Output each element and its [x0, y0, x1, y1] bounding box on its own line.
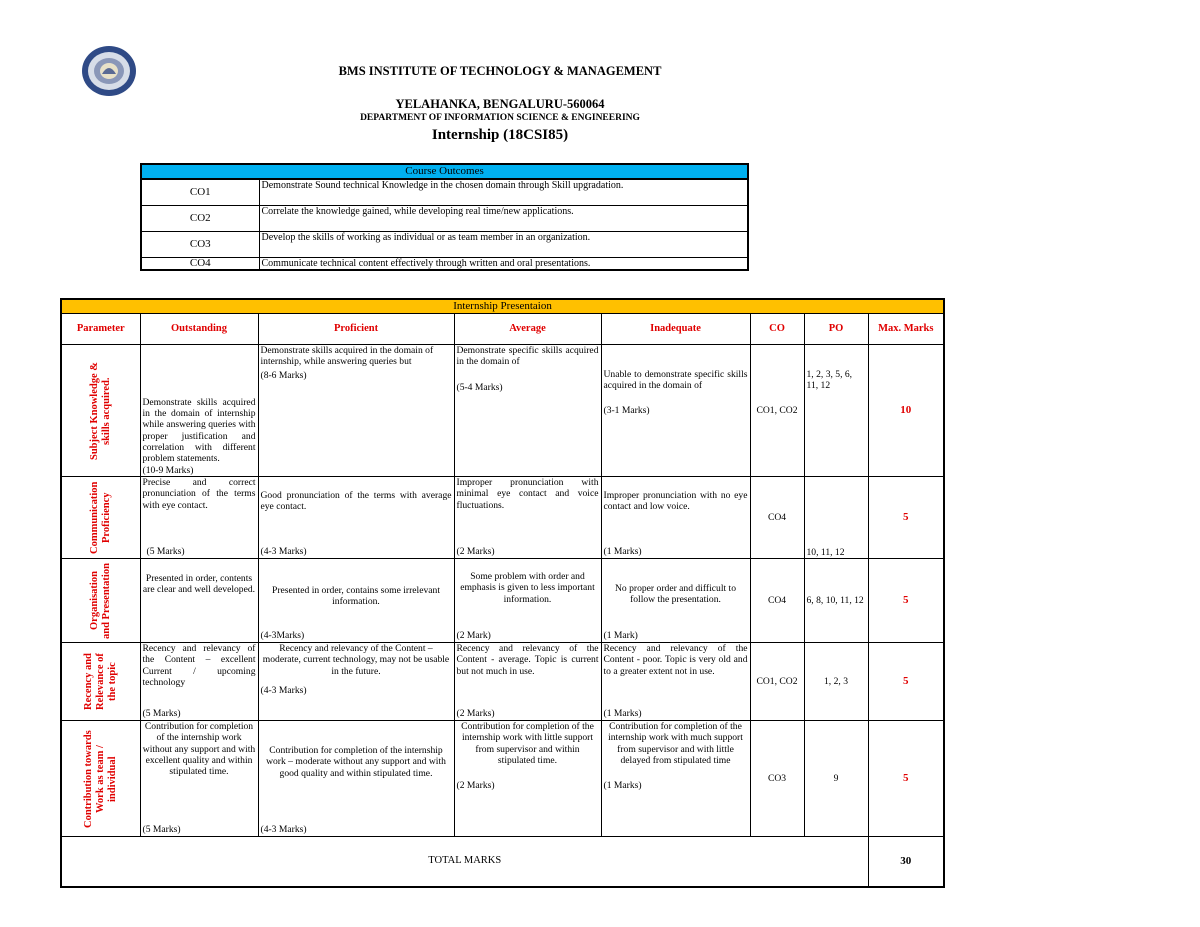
criterion-text: Recency and relevancy of the Content – moderate, current technology, may not be usable in the future.	[262, 643, 450, 677]
criterion-marks: (8-6 Marks)	[260, 369, 307, 381]
inadequate-cell	[601, 559, 750, 643]
outstanding-cell	[140, 477, 258, 559]
institute-address: YELAHANKA, BENGALURU-560064	[395, 97, 605, 111]
criterion-marks: (10-9 Marks)	[142, 464, 194, 476]
course-outcomes-title: Course Outcomes	[141, 164, 748, 179]
max-marks-cell: 5	[868, 721, 944, 837]
table-row	[61, 345, 944, 477]
inadequate-cell	[601, 477, 750, 559]
proficient-cell	[258, 721, 454, 837]
parameter-label: Communication Proficiency	[88, 481, 112, 554]
criterion-text: Contribution for completion of the internship work with much support from supervisor and with little delayed from stipulated time	[608, 721, 743, 766]
criterion-text: Unable to demonstrate specific skills acquired in the domain of	[603, 369, 748, 392]
header-co: CO	[750, 314, 804, 345]
criterion-text: Demonstrate specific skills acquired in the domain of	[456, 345, 599, 368]
table-row	[61, 643, 944, 721]
total-marks-label: TOTAL MARKS	[61, 837, 868, 887]
criterion-marks: (2 Marks)	[456, 780, 495, 792]
outstanding-cell	[140, 559, 258, 643]
co-text: Develop the skills of working as individual or as team member in an organization.	[259, 231, 748, 257]
criterion-text: Some problem with order and emphasis is given to less important information.	[460, 571, 595, 605]
criterion-text: Presented in order, contents are clear and well developed.	[142, 573, 256, 596]
table-row	[141, 231, 748, 257]
max-marks-cell: 5	[868, 559, 944, 643]
criterion-text: Presented in order, contains some irrelevant information.	[272, 585, 440, 608]
criterion-marks: (5-4 Marks)	[456, 381, 503, 393]
criterion-marks: (1 Marks)	[603, 707, 642, 719]
criterion-text: Demonstrate skills acquired in the domain of internship while answering queries with proper justification and correlation with different problem statements.	[142, 396, 256, 465]
header-max-marks: Max. Marks	[868, 314, 944, 345]
criterion-marks: (2 Marks)	[456, 707, 495, 719]
max-marks-cell: 5	[868, 643, 944, 721]
co-cell: CO1, CO2	[750, 643, 804, 721]
criterion-text: Improper pronunciation with minimal eye contact and voice fluctuations.	[456, 477, 599, 511]
po-cell: 10, 11, 12	[804, 477, 868, 559]
header-outstanding: Outstanding	[140, 314, 258, 345]
table-row	[141, 257, 748, 270]
co-cell: CO4	[750, 477, 804, 559]
criterion-text: Recency and relevancy of the Content – excellent Current / upcoming technology	[142, 643, 256, 688]
criterion-text: Good pronunciation of the terms with average eye contact.	[260, 490, 452, 513]
criterion-text: Demonstrate skills acquired in the domain of internship, while answering queries but	[260, 345, 434, 368]
criterion-marks: (5 Marks)	[142, 823, 181, 835]
header-average: Average	[454, 314, 601, 345]
criterion-text: Contribution for completion of the internship work with little support from supervisor and within stipulated time.	[461, 721, 594, 766]
criterion-text: Recency and relevancy of the Content - poor. Topic is very old and to a greater extent not in use.	[603, 643, 748, 677]
table-row	[141, 205, 748, 231]
criterion-marks: (4-3Marks)	[260, 629, 305, 641]
parameter-label: Subject Knowledge & skills acquired.	[88, 361, 112, 460]
po-cell: 6, 8, 10, 11, 12	[804, 559, 868, 643]
po-cell: 1, 2, 3	[804, 643, 868, 721]
total-marks-value: 30	[868, 837, 944, 887]
proficient-cell	[258, 477, 454, 559]
table-row	[61, 477, 944, 559]
criterion-text: Contribution for completion of the internship work – moderate without any support and with good quality and within stipulated time.	[266, 745, 446, 779]
parameter-label: Organisation and Presentation	[88, 562, 112, 639]
criterion-marks: (1 Marks)	[603, 545, 642, 557]
criterion-marks: (5 Marks)	[146, 545, 185, 557]
average-cell	[454, 643, 601, 721]
header-inadequate: Inadequate	[601, 314, 750, 345]
parameter-label: Contribution towards Work as team / individual	[82, 729, 118, 828]
po-cell: 9	[804, 721, 868, 837]
rubric-title: Internship Presentaion	[61, 299, 944, 314]
co-id: CO4	[141, 257, 259, 270]
inadequate-cell	[601, 721, 750, 837]
header-proficient: Proficient	[258, 314, 454, 345]
total-row	[61, 837, 944, 887]
co-text: Demonstrate Sound technical Knowledge in the chosen domain through Skill upgradation.	[259, 179, 748, 205]
criterion-marks: (2 Mark)	[456, 629, 491, 641]
criterion-marks: (4-3 Marks)	[260, 684, 307, 696]
table-row	[61, 559, 944, 643]
rubric-header-row	[61, 314, 944, 345]
average-cell	[454, 721, 601, 837]
criterion-marks: (1 Mark)	[603, 629, 638, 641]
criterion-marks: (4-3 Marks)	[260, 545, 307, 557]
criterion-marks: (3-1 Marks)	[603, 404, 650, 416]
co-text: Correlate the knowledge gained, while developing real time/new applications.	[259, 205, 748, 231]
course-title: Internship (18CSI85)	[431, 127, 569, 143]
outstanding-cell	[140, 345, 258, 477]
average-cell	[454, 559, 601, 643]
inadequate-cell	[601, 643, 750, 721]
institute-name: BMS INSTITUTE OF TECHNOLOGY & MANAGEMENT	[338, 64, 662, 78]
co-cell: CO4	[750, 559, 804, 643]
co-text: Communicate technical content effectively through written and oral presentations.	[259, 257, 748, 270]
proficient-cell	[258, 643, 454, 721]
criterion-marks: (4-3 Marks)	[260, 823, 307, 835]
outstanding-cell	[140, 643, 258, 721]
criterion-text: Improper pronunciation with no eye contact and low voice.	[603, 490, 748, 513]
co-id: CO1	[141, 179, 259, 205]
proficient-cell	[258, 345, 454, 477]
proficient-cell	[258, 559, 454, 643]
internship-presentation-rubric	[60, 298, 945, 888]
criterion-text: Precise and correct pronunciation of the terms with eye contact.	[142, 477, 256, 511]
department-name: DEPARTMENT OF INFORMATION SCIENCE & ENGINEERING	[360, 113, 640, 123]
criterion-marks: (1 Marks)	[603, 780, 642, 792]
header-po: PO	[804, 314, 868, 345]
co-id: CO3	[141, 231, 259, 257]
criterion-text: Recency and relevancy of the Content - average. Topic is current but not much in use.	[456, 643, 599, 677]
average-cell	[454, 477, 601, 559]
table-row	[61, 721, 944, 837]
co-cell: CO3	[750, 721, 804, 837]
po-cell: 1, 2, 3, 5, 6, 11, 12	[804, 345, 868, 477]
table-row	[141, 179, 748, 205]
outstanding-cell	[140, 721, 258, 837]
criterion-text: No proper order and difficult to follow the presentation.	[614, 583, 737, 606]
header-parameter: Parameter	[61, 314, 140, 345]
max-marks-cell: 5	[868, 477, 944, 559]
criterion-marks: (5 Marks)	[142, 707, 181, 719]
average-cell	[454, 345, 601, 477]
criterion-text: Contribution for completion of the internship work without any support and with excellent quality and within stipulated time.	[142, 721, 256, 778]
course-outcomes-table	[140, 163, 749, 271]
max-marks-cell: 10	[868, 345, 944, 477]
co-cell: CO1, CO2	[750, 345, 804, 477]
criterion-marks: (2 Marks)	[456, 545, 495, 557]
parameter-label: Recency and Relevance of the topic	[82, 653, 118, 710]
inadequate-cell	[601, 345, 750, 477]
co-id: CO2	[141, 205, 259, 231]
